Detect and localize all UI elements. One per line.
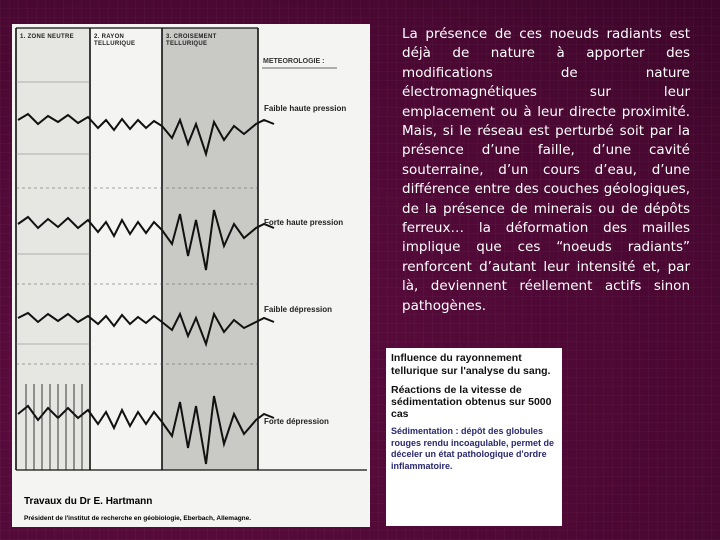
- column-header-neutral: 1. ZONE NEUTRE: [20, 34, 74, 40]
- caption-subtitle: Réactions de la vitesse de sédimentation obtenus sur 5000 cas: [391, 384, 552, 420]
- figure-graph: [12, 24, 370, 527]
- figure-author: Travaux du Dr E. Hartmann: [24, 496, 153, 507]
- figure-affiliation: Président de l'institut de recherche en géobiologie, Eberbach, Allemagne.: [24, 515, 252, 522]
- caption-box: [386, 348, 562, 526]
- condition-strong-high-pressure: Forte haute pression: [264, 218, 344, 227]
- hartmann-figure: [12, 24, 370, 527]
- condition-weak-depression: Faible dépression: [264, 305, 333, 314]
- column-header-telluric-crossing: 3. CROISEMENT TELLURIQUE: [166, 34, 217, 47]
- meteorology-label: METEOROLOGIE :: [263, 58, 325, 65]
- condition-weak-high-pressure: Faible haute pression: [264, 104, 347, 113]
- column-header-telluric-ray: 2. RAYON TELLURIQUE: [94, 34, 136, 47]
- condition-strong-depression: Forte dépression: [264, 417, 329, 426]
- caption-title: Influence du rayonnement tellurique sur l'analyse du sang.: [391, 352, 551, 377]
- slide-body-text: La présence de ces noeuds radiants est déjà de nature à apporter des modifications de nature électromagnétiques sur leur emplacement ou à leur directe proximité. Mais, si le réseau est perturbé soit par la présence d’une faille, d’une cavité souterraine, d’un cours d’eau, d’une différence entre des couches géologiques, de la présence de minerais ou de dépôts ferreux… la déformation des mailles implique que ces “noeuds radiants” renforcent d’autant leur intensité et, par là, deviennent réellement actifs sinon pathogènes.: [402, 26, 690, 314]
- caption-detail: Sédimentation : dépôt des globules rouges rendu incoagulable, permet de déceler un état pathologique d'ordre inflammatoire.: [391, 426, 555, 471]
